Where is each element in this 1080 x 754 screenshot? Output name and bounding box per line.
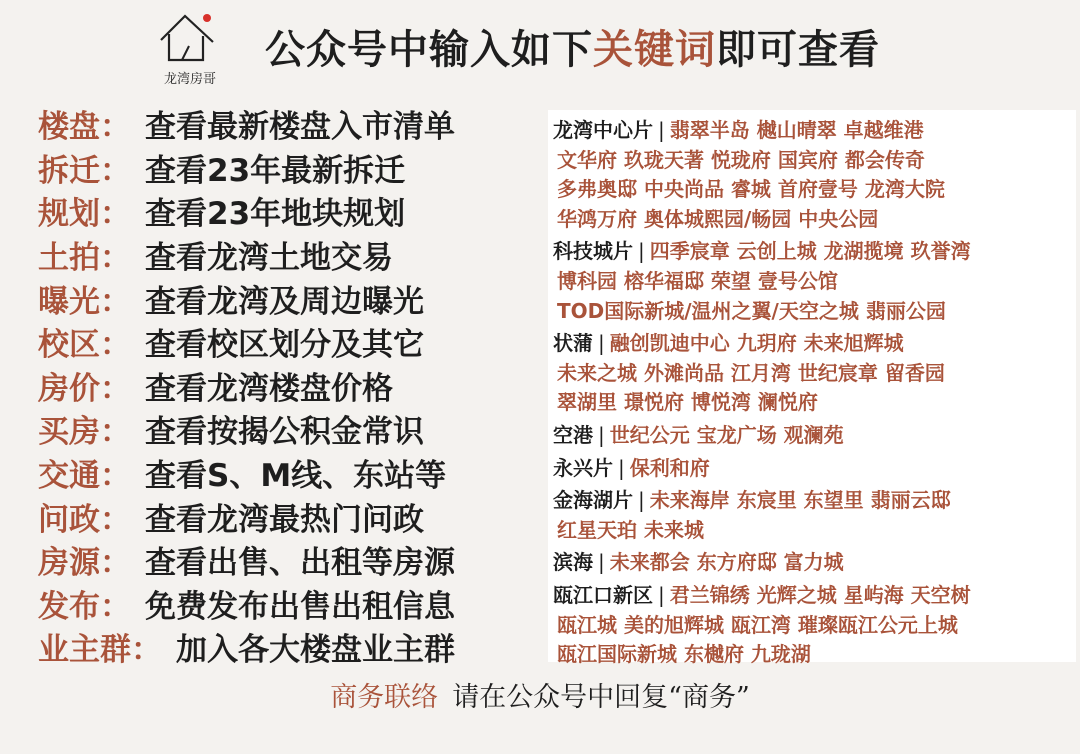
title-part1: 公众号中输入如下 [265, 27, 593, 73]
area-line [553, 546, 844, 575]
project-names: 保利和府 [629, 455, 710, 480]
keyword-desc: 免费发布出售出租信息 [145, 588, 455, 625]
keyword-desc: 加入各大楼盘业主群 [176, 632, 455, 669]
keyword-key: 拆迁 [38, 152, 100, 189]
page-title [265, 18, 880, 75]
keyword-key: 曝光 [38, 283, 100, 320]
keyword-desc: 查看最新楼盘入市清单 [145, 109, 455, 146]
footer-label: 商务联络 [330, 682, 439, 713]
area-separator: | [618, 455, 625, 480]
keyword-row [38, 102, 543, 146]
area-line [557, 173, 945, 202]
footer-text: 请在公众号中回复“商务” [452, 682, 750, 713]
project-panel [548, 110, 1076, 667]
project-names: 翠湖里 璟悦府 博悦湾 澜悦府 [557, 390, 818, 415]
area-line [553, 235, 971, 264]
area-line [553, 484, 951, 513]
keyword-colon: ： [100, 327, 131, 364]
keyword-desc: 查看23年地块规划 [145, 196, 406, 233]
keyword-key: 房源 [38, 545, 100, 582]
area-line [553, 114, 924, 143]
keyword-desc: 查看校区划分及其它 [145, 327, 424, 364]
area-separator: | [638, 239, 645, 264]
project-names: 华鸿万府 奥体城熙园/畅园 中央公园 [557, 206, 879, 231]
keyword-colon: ： [100, 152, 131, 189]
area-line [557, 265, 838, 294]
keyword-colon: ： [131, 632, 162, 669]
house-logo-icon [155, 6, 225, 68]
project-names: 文华府 玖珑天著 悦珑府 国宾府 都会传奇 [557, 147, 925, 172]
keyword-row [38, 451, 543, 495]
area-line [557, 295, 946, 324]
area-line [557, 514, 704, 543]
project-names: 未来海岸 东宸里 东望里 翡丽云邸 [649, 488, 951, 513]
project-names: 融创凯迪中心 九玥府 未来旭辉城 [609, 331, 904, 356]
area-separator: | [658, 118, 665, 142]
keyword-desc: 查看龙湾及周边曝光 [145, 283, 424, 320]
keyword-colon: ： [100, 283, 131, 320]
keyword-row [38, 494, 543, 538]
area-separator: | [638, 488, 645, 513]
project-names: 博科园 榕华福邸 荣望 壹号公馆 [557, 269, 838, 293]
keyword-desc: 查看按揭公积金常识 [145, 414, 424, 451]
area-line [553, 452, 710, 481]
project-names: 未来都会 东方府邸 富力城 [609, 550, 844, 575]
keyword-row [38, 233, 543, 277]
area-line [557, 609, 958, 638]
area-line [553, 579, 971, 608]
keyword-colon: ： [100, 588, 131, 625]
area-line [557, 357, 945, 386]
project-names: TOD国际新城/温州之翼/天空之城 翡丽公园 [557, 298, 946, 323]
area-separator: | [598, 550, 605, 575]
keyword-desc: 查看S、M线、东站等 [145, 458, 447, 495]
area-name: 龙湾中心片 [553, 118, 653, 142]
keyword-row [38, 582, 543, 626]
project-names: 四季宸章 云创上城 龙湖揽境 玖誉湾 [649, 239, 971, 264]
area-line [557, 144, 925, 173]
keyword-key: 规划 [38, 196, 100, 233]
footer [0, 675, 1080, 725]
project-names: 君兰锦绣 光辉之城 星屿海 天空树 [669, 583, 971, 607]
keyword-row [38, 538, 543, 582]
keyword-desc: 查看出售、出租等房源 [145, 545, 455, 582]
keyword-colon: ： [100, 501, 131, 538]
keyword-key: 业主群 [38, 632, 131, 669]
project-names: 世纪公元 宝龙广场 观澜苑 [609, 423, 844, 447]
area-separator: | [658, 583, 665, 607]
area-name: 状蒲 [553, 331, 593, 356]
keyword-row [38, 276, 543, 320]
keyword-row [38, 189, 543, 233]
keyword-row [38, 364, 543, 408]
keyword-desc: 查看龙湾土地交易 [145, 240, 393, 277]
area-name: 金海湖片 [553, 488, 633, 513]
keyword-colon: ： [100, 240, 131, 277]
keyword-colon: ： [100, 458, 131, 495]
area-line [553, 419, 844, 448]
keyword-colon: ： [100, 196, 131, 233]
area-line [557, 386, 818, 415]
area-line [557, 203, 878, 232]
keyword-key: 土拍 [38, 240, 100, 277]
keyword-key: 楼盘 [38, 109, 100, 146]
logo-text: 龙湾房哥 [163, 72, 216, 87]
keyword-row [38, 320, 543, 364]
keyword-key: 房价 [38, 370, 100, 407]
keyword-key: 买房 [38, 414, 100, 451]
area-separator: | [598, 423, 605, 447]
keyword-colon: ： [100, 109, 131, 146]
project-names: 多弗奥邸 中央尚品 睿城 首府壹号 龙湾大院 [557, 177, 945, 202]
project-names: 翡翠半岛 樾山晴翠 卓越维港 [669, 118, 924, 142]
area-line [557, 638, 811, 667]
keyword-key: 校区 [38, 327, 100, 364]
project-names: 瓯江国际新城 东樾府 九珑湖 [557, 642, 811, 667]
project-names: 瓯江城 美的旭辉城 瓯江湾 璀璨瓯江公元上城 [557, 612, 958, 637]
keyword-colon: ： [100, 414, 131, 451]
keyword-desc: 查看龙湾最热门问政 [145, 501, 424, 538]
header [0, 0, 1080, 92]
keyword-desc: 查看龙湾楼盘价格 [145, 370, 393, 407]
project-names: 红星天珀 未来城 [557, 517, 704, 542]
keyword-key: 发布 [38, 588, 100, 625]
area-separator: | [598, 331, 605, 356]
keyword-row [38, 407, 543, 451]
area-name: 科技城片 [553, 239, 633, 264]
logo [155, 6, 225, 86]
keyword-colon: ： [100, 545, 131, 582]
keyword-row [38, 625, 543, 669]
keyword-key: 交通 [38, 458, 100, 495]
area-name: 瓯江口新区 [553, 583, 653, 607]
keyword-row [38, 146, 543, 190]
keyword-list [38, 102, 543, 669]
area-line [553, 327, 904, 356]
keyword-desc: 查看23年最新拆迁 [145, 152, 406, 189]
keyword-key: 问政 [38, 501, 100, 538]
area-name: 永兴片 [553, 455, 613, 480]
area-name: 空港 [553, 423, 593, 447]
title-highlight: 关键词 [593, 27, 716, 73]
project-names: 未来之城 外滩尚品 江月湾 世纪宸章 留香园 [557, 360, 945, 385]
keyword-colon: ： [100, 370, 131, 407]
title-part2: 即可查看 [716, 27, 880, 73]
area-name: 滨海 [553, 550, 593, 575]
